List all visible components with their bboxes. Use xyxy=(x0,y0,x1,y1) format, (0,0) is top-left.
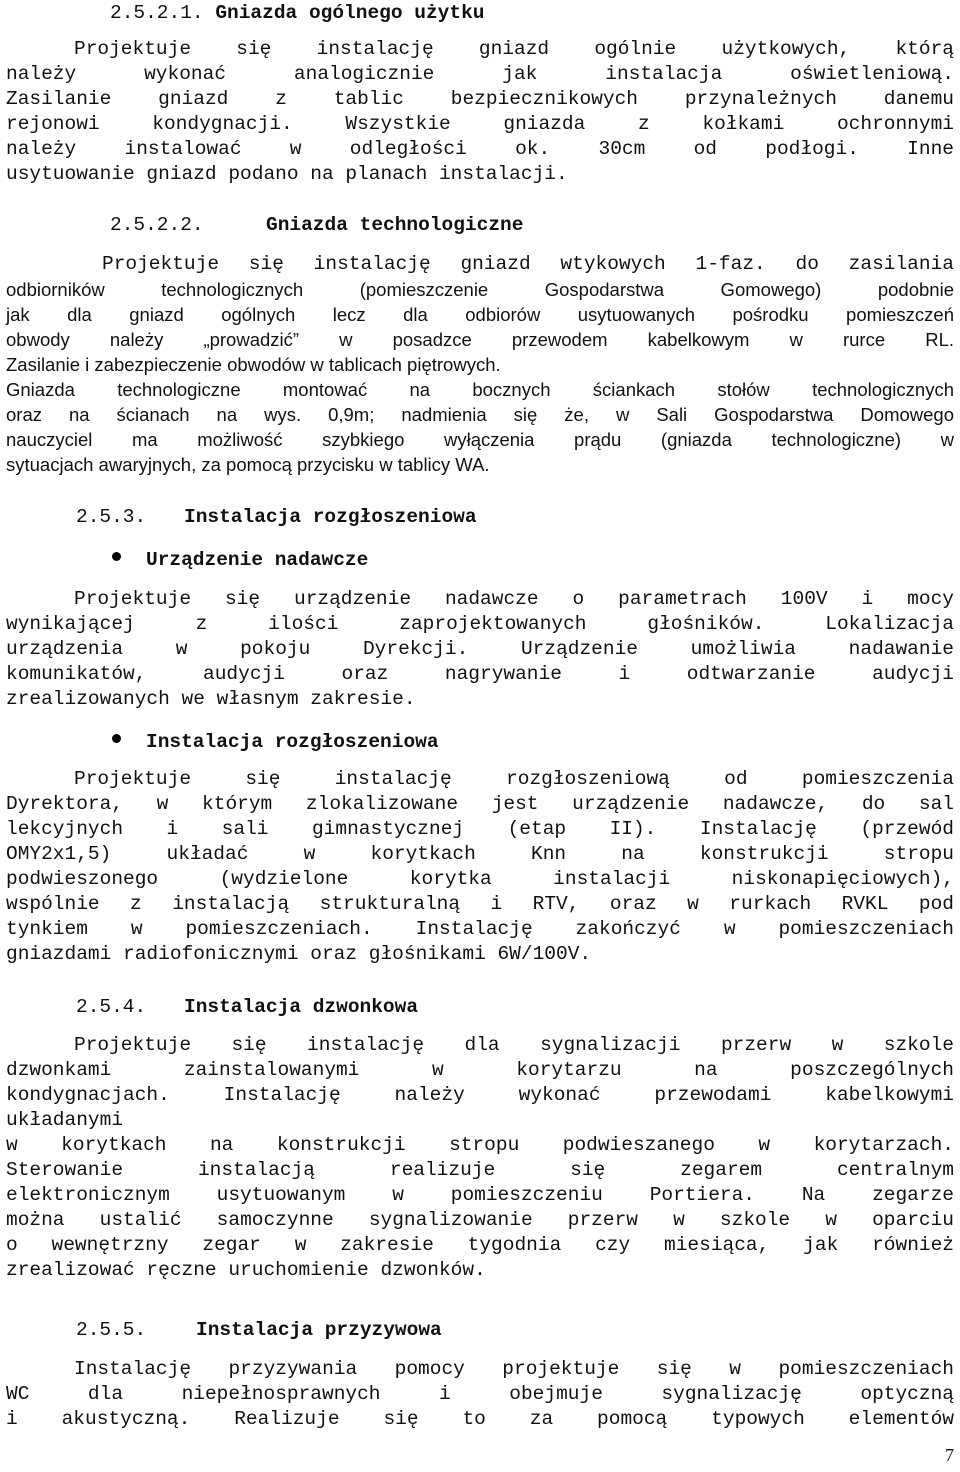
page-number: 7 xyxy=(945,1445,954,1465)
paragraph-line: komunikatów, audycji oraz nagrywanie i odtwarzanie audycji xyxy=(6,663,954,685)
paragraph-line: sytuacjach awaryjnych, za pomocą przycisku w tablicy WA. xyxy=(6,454,490,475)
bullet-icon xyxy=(112,552,121,561)
paragraph-line: Gniazda technologiczne montować na bocznych ściankach stołów technologicznych xyxy=(6,379,954,400)
paragraph-line: elektronicznym usytuowanym w pomieszczeniu Portiera. Na zegarze xyxy=(6,1184,954,1206)
paragraph-line: kondygnacjach. Instalację należy wykonać przewodami kabelkowymi xyxy=(6,1084,954,1106)
paragraph-line: Dyrektora, w którym zlokalizowane jest urządzenie nadawcze, do sal xyxy=(6,793,954,815)
paragraph-line: należy wykonać analogicznie jak instalacja oświetleniową. xyxy=(6,63,954,85)
paragraph-line: rejonowi kondygnacji. Wszystkie gniazda z kołkami ochronnymi xyxy=(6,113,954,135)
paragraph-line: usytuowanie gniazd podano na planach instalacji. xyxy=(6,163,568,185)
paragraph-line: w korytkach na konstrukcji stropu podwieszanego w korytarzach. xyxy=(6,1134,954,1156)
section-heading-2521 xyxy=(110,0,484,26)
paragraph-line: dzwonkami zainstalowanymi w korytarzu na poszczególnych xyxy=(6,1059,954,1081)
section-title: Gniazda ogólnego użytku xyxy=(215,2,485,24)
paragraph-line: urządzenia w pokoju Dyrekcji. Urządzenie umożliwia nadawanie xyxy=(6,638,954,660)
paragraph-line: Sterowanie instalacją realizuje się zegarem centralnym xyxy=(6,1159,954,1181)
paragraph-line: gniazdami radiofonicznymi oraz głośnikami 6W/100V. xyxy=(6,943,592,965)
paragraph-line: można ustalić samoczynne sygnalizowanie przerw w szkole w oparciu xyxy=(6,1209,954,1231)
section-number: 2.5.3. xyxy=(76,506,147,528)
paragraph-line: wspólnie z instalacją strukturalną i RTV, oraz w rurkach RVKL pod xyxy=(6,893,954,915)
paragraph-line: oraz na ścianach na wys. 0,9m; nadmienia się że, w Sali Gospodarstwa Domowego xyxy=(6,404,954,425)
section-title: Gniazda technologiczne xyxy=(266,214,524,236)
section-number: 2.5.5. xyxy=(76,1319,147,1341)
paragraph-line: lekcyjnych i sali gimnastycznej (etap II). Instalację (przewód xyxy=(6,818,954,840)
paragraph-line: Instalację przyzywania pomocy projektuje się w pomieszczeniach xyxy=(74,1358,954,1380)
paragraph-line: Projektuje się instalację dla sygnalizacji przerw w szkole xyxy=(74,1034,954,1056)
section-number: 2.5.4. xyxy=(76,996,147,1018)
paragraph-line: nauczyciel ma możliwość szybkiego wyłączenia prądu (gniazda technologiczne) w xyxy=(6,429,954,450)
paragraph-line: o wewnętrzny zegar w zakresie tygodnia czy miesiąca, jak również xyxy=(6,1234,954,1256)
paragraph-line: Zasilanie gniazd z tablic bezpiecznikowych przynależnych danemu xyxy=(6,88,954,110)
paragraph-line: Projektuje się instalację gniazd ogólnie użytkowych, którą xyxy=(74,38,954,60)
paragraph-line: i akustyczną. Realizuje się to za pomocą typowych elementów xyxy=(6,1408,954,1430)
section-title: Instalacja dzwonkowa xyxy=(184,996,419,1018)
paragraph-line: zrealizować ręczne uruchomienie dzwonków. xyxy=(6,1259,486,1281)
paragraph-line: układanymi xyxy=(6,1109,124,1131)
paragraph-line: Projektuje się instalację gniazd wtykowych 1-faz. do zasilania xyxy=(102,253,954,275)
section-number: 2.5.2.2. xyxy=(110,214,204,236)
paragraph-line: Projektuje się instalację rozgłoszeniową od pomieszczenia xyxy=(74,768,954,790)
paragraph-line: obwody należy „prowadzić” w posadzce przewodem kabelkowym w rurce RL. xyxy=(6,329,954,350)
paragraph-line: OMY2x1,5) układać w korytkach Knn na konstrukcji stropu xyxy=(6,843,954,865)
paragraph-line: WC dla niepełnosprawnych i obejmuje sygnalizację optyczną xyxy=(6,1383,954,1405)
subsection-title: Urządzenie nadawcze xyxy=(146,549,369,571)
subsection-title: Instalacja rozgłoszeniowa xyxy=(146,731,439,753)
paragraph-line: Zasilanie i zabezpieczenie obwodów w tablicach piętrowych. xyxy=(6,354,501,375)
paragraph-line: podwieszonego (wydzielone korytka instalacji niskonapięciowych), xyxy=(6,868,954,890)
paragraph-line: wynikającej z ilości zaprojektowanych głośników. Lokalizacja xyxy=(6,613,954,635)
section-title: Instalacja rozgłoszeniowa xyxy=(184,506,477,528)
paragraph-line: jak dla gniazd ogólnych lecz dla odbiorów usytuowanych pośrodku pomieszczeń xyxy=(6,304,954,325)
bullet-icon xyxy=(112,734,121,743)
paragraph-line: tynkiem w pomieszczeniach. Instalację zakończyć w pomieszczeniach xyxy=(6,918,954,940)
section-number: 2.5.2.1. xyxy=(110,2,204,24)
paragraph-line: zrealizowanych we własnym zakresie. xyxy=(6,688,416,710)
paragraph-line: odbiorników technologicznych (pomieszczenie Gospodarstwa Gomowego) podobnie xyxy=(6,279,954,300)
paragraph-line: należy instalować w odległości ok. 30cm od podłogi. Inne xyxy=(6,138,954,160)
section-title: Instalacja przyzywowa xyxy=(196,1319,442,1341)
paragraph-line: Projektuje się urządzenie nadawcze o parametrach 100V i mocy xyxy=(74,588,954,610)
